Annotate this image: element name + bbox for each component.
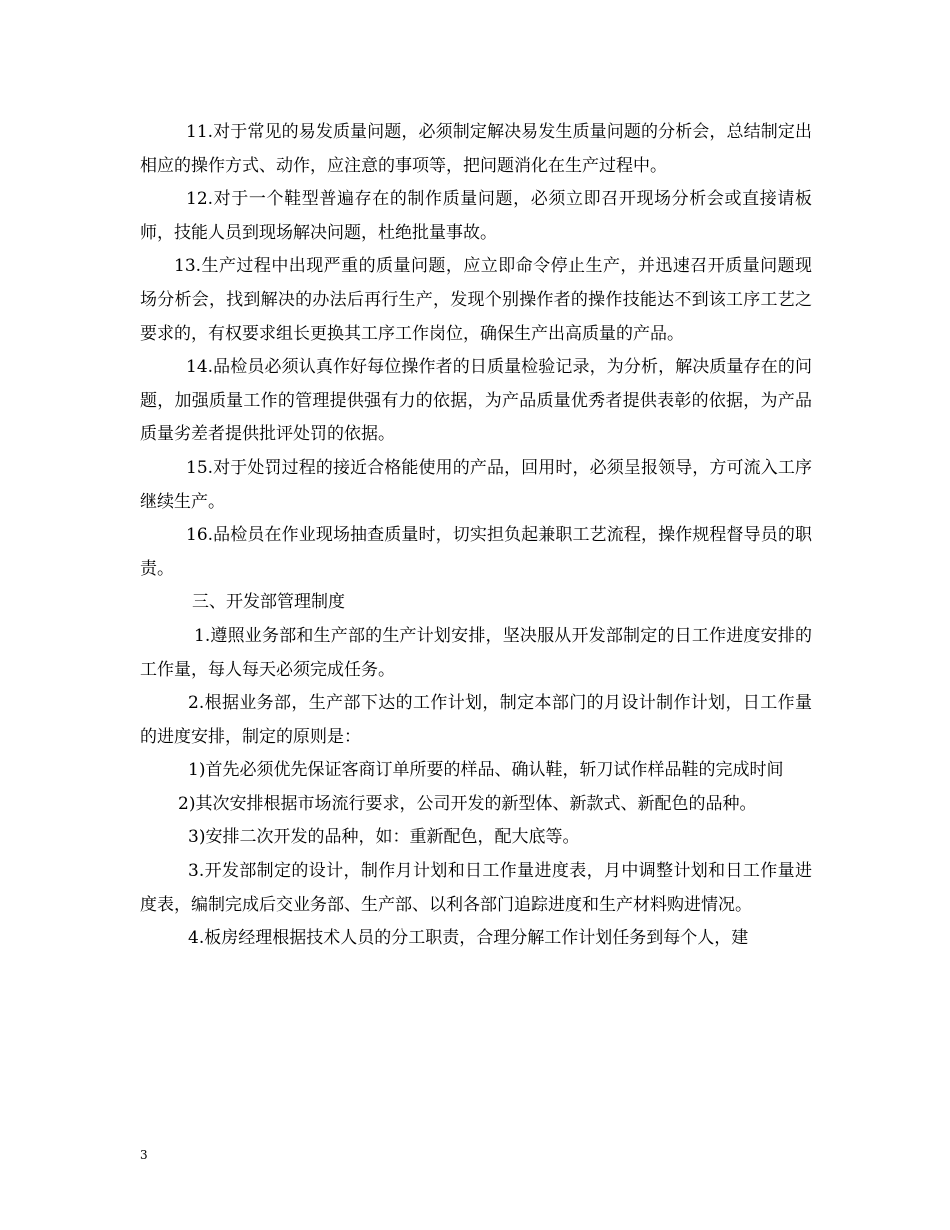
paragraph-item-13: 13.生产过程中出现严重的质量问题，应立即命令停止生产，并迅速召开质量问题现场分析会，找到解决的办法后再行生产，发现个别操作者的操作技能达不到该工序工艺之要求的，有权要求组长更换其工序工作岗位，确保生产出高质量的产品。 [140, 256, 812, 344]
section-heading: 三、开发部管理制度 [192, 592, 345, 613]
sub-item-2: 2)其次安排根据市场流行要求，公司开发的新型体、新款式、新配色的品种。 [178, 793, 757, 814]
page-number: 3 [140, 1148, 148, 1162]
document-body [140, 116, 812, 956]
paragraph-item-2: 2.根据业务部，生产部下达的工作计划，制定本部门的月设计制作计划，日工作量的进度安排，制定的原则是： [140, 693, 812, 747]
paragraph-item-12: 12.对于一个鞋型普遍存在的制作质量问题，必须立即召开现场分析会或直接请板师，技能人员到现场解决问题，杜绝批量事故。 [140, 189, 812, 243]
sub-item-1: 1)首先必须优先保证客商订单所要的样品、确认鞋，斩刀试作样品鞋的完成时间 [188, 760, 784, 781]
paragraph-item-11: 11.对于常见的易发质量问题，必须制定解决易发生质量问题的分析会，总结制定出相应的操作方式、动作，应注意的事项等，把问题消化在生产过程中。 [140, 122, 812, 176]
paragraph-item-14: 14.品检员必须认真作好每位操作者的日质量检验记录，为分析，解决质量存在的问题，加强质量工作的管理提供强有力的依据，为产品质量优秀者提供表彰的依据，为产品质量劣差者提供批评处罚的依据。 [140, 357, 812, 445]
paragraph-item-15: 15.对于处罚过程的接近合格能使用的产品，回用时，必须呈报领导，方可流入工序继续生产。 [140, 457, 812, 512]
paragraph-item-1: 1.遵照业务部和生产部的生产计划安排，坚决服从开发部制定的日工作进度安排的工作量，每人每天必须完成任务。 [140, 625, 812, 680]
paragraph-item-4: 4.板房经理根据技术人员的分工职责，合理分解工作计划任务到每个人，建 [188, 928, 749, 949]
paragraph-item-3: 3.开发部制定的设计，制作月计划和日工作量进度表，月中调整计划和日工作量进度表，编制完成后交业务部、生产部、以利各部门追踪进度和生产材料购进情况。 [140, 861, 812, 915]
paragraph-item-16: 16.品检员在作业现场抽查质量时，切实担负起兼职工艺流程，操作规程督导员的职责。 [140, 525, 812, 579]
sub-item-3: 3)安排二次开发的品种，如：重新配色，配大底等。 [188, 827, 580, 848]
